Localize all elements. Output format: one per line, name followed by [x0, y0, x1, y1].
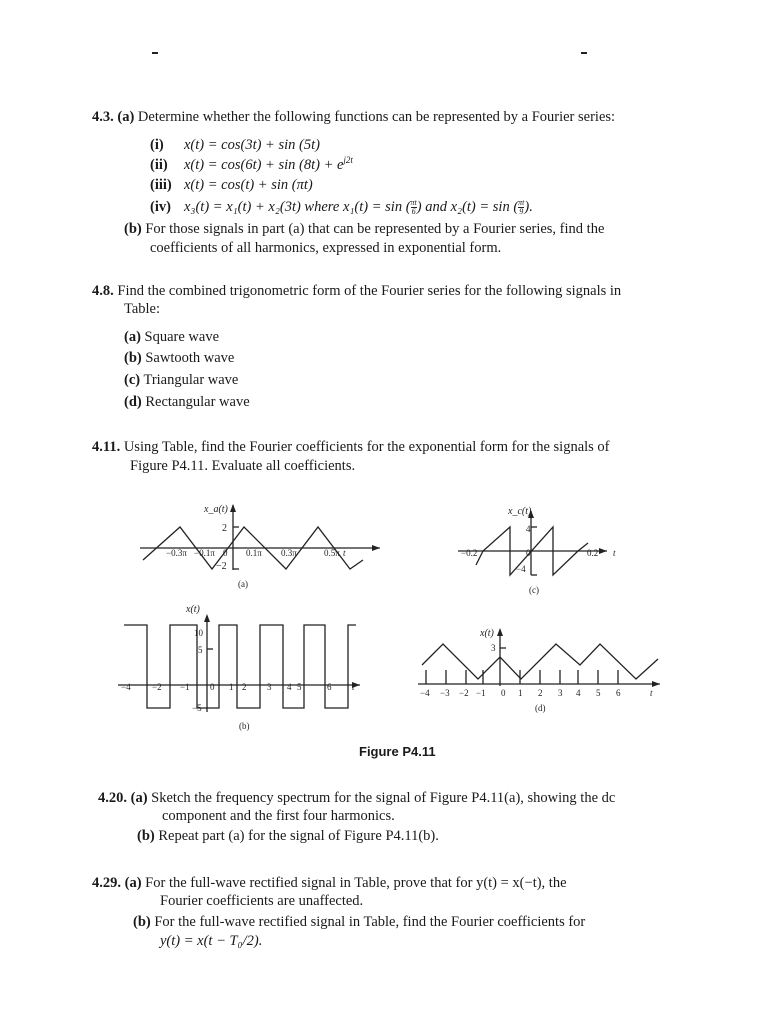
item-expr: x(t) = cos(t) + sin (πt): [184, 177, 313, 193]
plot-d: [418, 628, 660, 687]
plot-d-xtick: −3: [440, 688, 450, 698]
plot-d-xtick: 6: [616, 688, 621, 698]
axis-arrow: [230, 504, 236, 512]
axis-arrow: [652, 681, 660, 687]
problem-4-29: [92, 874, 567, 893]
item-text: Rectangular wave: [145, 394, 250, 410]
waveform: [124, 625, 356, 708]
plot-c-tlabel: t: [613, 548, 616, 558]
part-label: (a): [124, 875, 142, 891]
fraction-numerator: πt: [518, 198, 525, 208]
plot-b-xtick: 1: [229, 682, 234, 692]
item-superscript: j2t: [343, 155, 353, 166]
problem-4-29-line2: Fourier coefficients are unaffected.: [160, 893, 364, 909]
plot-a-tlabel: t: [343, 548, 346, 558]
plot-d-ytick: 3: [491, 643, 496, 653]
plot-b-xtick: 2: [242, 682, 247, 692]
plot-b-xtick: 3: [267, 682, 272, 692]
item-expr: ) and x₂(t) = sin (: [416, 199, 519, 215]
fraction-denominator: 9: [519, 207, 524, 217]
plot-d-xtick: 1: [518, 688, 523, 698]
plot-c-ytick-bottom: −4: [516, 564, 526, 574]
axis-arrow: [372, 545, 380, 551]
plot-b-ytick: 10: [194, 628, 203, 638]
part-b-line2: coefficients of all harmonics, expressed in exponential form.: [150, 240, 502, 256]
plot-b-xtick: 6: [327, 682, 332, 692]
plot-a-xtick: 0.1π: [246, 548, 262, 558]
item-text: Sawtooth wave: [145, 350, 235, 366]
plot-c-ytick-top: 4: [526, 524, 531, 534]
plot-d-xtick: −4: [420, 688, 430, 698]
plot-d-xtick: −1: [476, 688, 486, 698]
item-label: (c): [124, 372, 141, 388]
problem-number: 4.3.: [92, 109, 114, 125]
plot-d-ylabel: x(t): [480, 628, 494, 639]
item-label: (i): [150, 137, 164, 153]
plot-b-xtick: 0: [210, 682, 215, 692]
problem-4-20-part-b: [137, 827, 439, 846]
problem-4-29-part-b: [133, 913, 585, 932]
plot-a-xtick: 0.3π: [281, 548, 297, 558]
plot-a-xtick: 0: [223, 548, 228, 558]
item-text: Triangular wave: [143, 372, 239, 388]
item-label: (iii): [150, 177, 172, 193]
plot-a-ytick-bottom: −2: [216, 561, 227, 572]
part-label: (b): [137, 828, 155, 844]
problem-4-20-line2: component and the first four harmonics.: [162, 808, 395, 824]
item-expr: x(t) = cos(6t) + sin (8t) + e: [184, 157, 344, 173]
item-expr: x₃(t) = x₁(t) + x₂(3t) where x₁(t) = sin (: [184, 199, 411, 215]
item-expr: x(t) = cos(3t) + sin (5t): [184, 137, 320, 153]
problem-text: Determine whether the following functions can be represented by a Fourier series:: [137, 109, 616, 125]
plot-c-ylabel: x_c(t): [508, 506, 532, 517]
fraction-denominator: 6: [411, 207, 416, 217]
plot-c-xtick: 0.2: [587, 548, 599, 558]
problem-number: 4.11.: [92, 439, 121, 455]
part-label: (a): [117, 109, 135, 125]
plot-a-sublabel: (a): [238, 579, 248, 589]
plot-b-xtick: −2: [152, 682, 162, 692]
plot-b-ytick: −5: [192, 703, 202, 713]
plot-a: [140, 504, 380, 570]
fraction-numerator: πt: [410, 198, 417, 208]
plot-b-xtick: 4: [287, 682, 292, 692]
problem-text: For the full-wave rectified signal in Table, find the Fourier coefficients for: [154, 914, 586, 930]
figure-caption: Figure P4.11: [359, 744, 436, 759]
plot-b-ylabel: x(t): [186, 604, 200, 615]
plot-c-xtick: 0: [526, 548, 531, 558]
axis-arrow: [497, 628, 503, 636]
problem-4-11-line2: Figure P4.11. Evaluate all coefficients.: [130, 458, 356, 474]
problem-4-8-line2: Table:: [124, 301, 161, 317]
item-label: (b): [124, 350, 142, 366]
plot-a-xtick: −0.1π: [194, 548, 215, 558]
part-label: (b): [133, 914, 151, 930]
plot-b-xtick: −1: [180, 682, 190, 692]
problem-number: 4.29.: [92, 875, 121, 891]
plot-c-sublabel: (c): [529, 585, 539, 595]
axis-arrow: [599, 548, 607, 554]
plot-d-xtick: 0: [501, 688, 506, 698]
axis-arrow: [204, 614, 210, 622]
plot-b-xtick: 5: [297, 682, 302, 692]
plot-c-xtick: −0.2: [461, 548, 478, 558]
plot-d-xtick: 5: [596, 688, 601, 698]
plot-b-xtick: −4: [121, 682, 131, 692]
item-label: (ii): [150, 157, 168, 173]
item-label: (d): [124, 394, 142, 410]
item-label: (iv): [150, 199, 171, 215]
problem-4-29-line4: y(t) = x(t − T₀/2).: [160, 933, 263, 949]
plot-d-xtick: −2: [459, 688, 469, 698]
problem-text: Repeat part (a) for the signal of Figure P4.11(b).: [158, 828, 439, 844]
problem-text: Sketch the frequency spectrum for the signal of Figure P4.11(a), showing the dc: [151, 790, 616, 806]
plot-a-ytick-top: 2: [222, 523, 227, 534]
item-expr: ).: [524, 199, 533, 215]
problem-text: For the full-wave rectified signal in Table, prove that for y(t) = x(−t), the: [145, 875, 567, 891]
problem-text: Find the combined trigonometric form of the Fourier series for the following signals in: [117, 283, 622, 299]
plot-d-xtick: 3: [558, 688, 563, 698]
plot-b-ytick: 5: [198, 645, 203, 655]
problem-number: 4.20.: [98, 790, 127, 806]
plot-d-tlabel: t: [650, 688, 653, 698]
plot-c: [458, 510, 607, 575]
plot-b-sublabel: (b): [239, 721, 250, 731]
problem-4-20: [98, 789, 615, 808]
part-label: (a): [130, 790, 148, 806]
plot-b: [118, 614, 360, 712]
plot-d-xtick: 4: [576, 688, 581, 698]
plot-a-ylabel: x_a(t): [204, 504, 228, 515]
plot-d-sublabel: (d): [535, 703, 546, 713]
plot-d-xtick: 2: [538, 688, 543, 698]
problem-number: 4.8.: [92, 283, 114, 299]
plot-a-xtick: −0.3π: [166, 548, 187, 558]
problem-text: For those signals in part (a) that can be represented by a Fourier series, find the: [145, 221, 605, 237]
part-label: (b): [124, 221, 142, 237]
plot-a-xtick: 0.5π: [324, 548, 340, 558]
problem-text: Using Table, find the Fourier coefficients for the exponential form for the signals of: [123, 439, 610, 455]
item-label: (a): [124, 329, 141, 345]
item-text: Square wave: [144, 329, 220, 345]
plot-b-tlabel: t: [352, 682, 355, 692]
